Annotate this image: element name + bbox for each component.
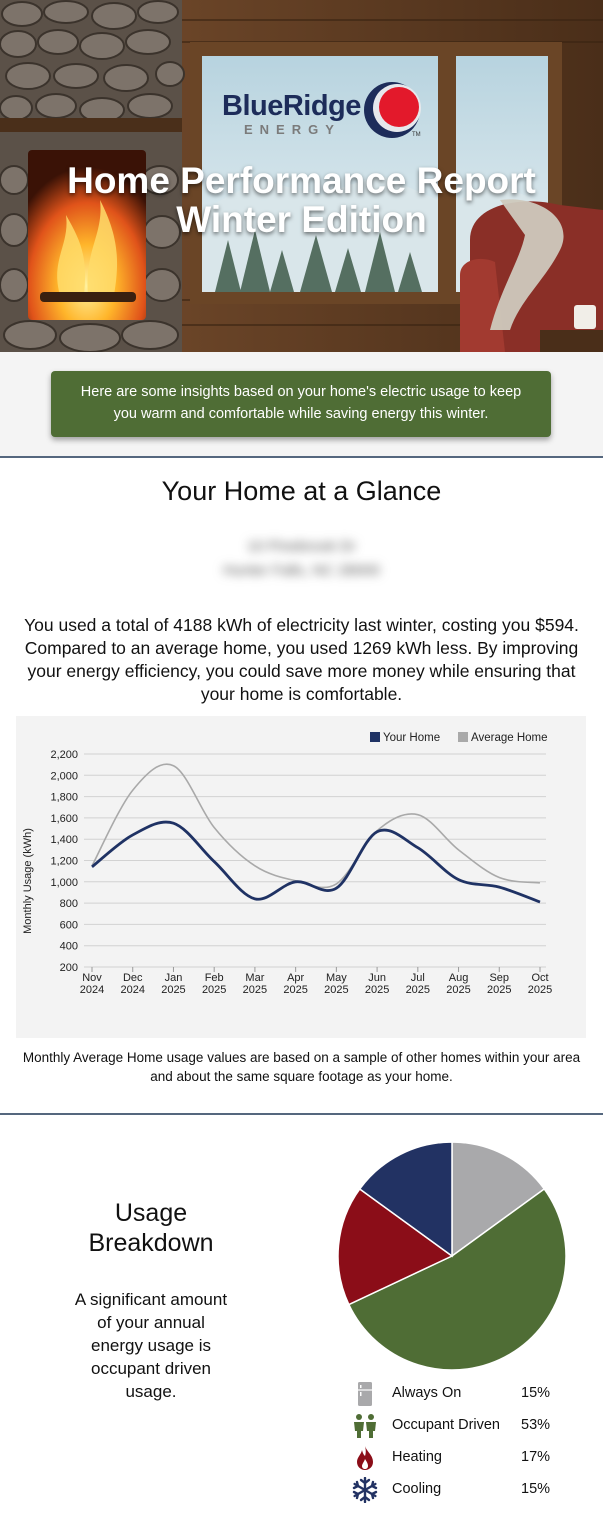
legend-swatch — [370, 732, 380, 742]
y-tick-label: 2,000 — [50, 770, 78, 783]
x-tick-label-month: Dec — [122, 972, 143, 984]
section-divider — [0, 1113, 603, 1115]
legend-row-heating — [352, 1445, 552, 1471]
flame-icon — [352, 1445, 378, 1471]
x-tick-label-month: Apr — [287, 972, 305, 984]
section-divider — [0, 456, 603, 458]
x-tick-label-month: Jul — [410, 972, 425, 984]
usage-summary: You used a total of 4188 kWh of electricity last winter, costing you $594. Compared to an average home, you used 1269 kWh less. By improving your energy efficiency, you could save more money while ensuring that your home is comfortable. — [24, 615, 579, 704]
x-tick-label-month: Jan — [164, 972, 183, 984]
series-line-your-home — [92, 822, 540, 902]
x-tick-label-year: 2024 — [79, 984, 105, 996]
x-tick-label-month: Sep — [489, 972, 510, 984]
legend-percent: 15% — [521, 1481, 551, 1497]
legend-row-occupant-driven — [352, 1413, 552, 1439]
hero-banner — [0, 0, 603, 352]
x-tick-label-month: Feb — [204, 972, 224, 984]
x-tick-label-year: 2025 — [487, 984, 512, 996]
x-tick-label-year: 2025 — [201, 984, 227, 996]
snowflake-icon — [352, 1477, 378, 1503]
intro-line-2: you warm and comfortable while saving energy this winter. — [113, 406, 489, 422]
x-tick-label-year: 2025 — [324, 984, 349, 996]
intro-line-1: Here are some insights based on your home's electric usage to keep — [80, 384, 522, 400]
y-tick-label: 600 — [59, 919, 78, 932]
y-tick-label: 1,600 — [50, 812, 78, 825]
legend-label: Average Home — [471, 732, 548, 744]
y-tick-label: 400 — [59, 940, 78, 953]
x-tick-label-month: Jun — [368, 972, 386, 984]
x-tick-label-month: Oct — [531, 972, 549, 984]
y-tick-label: 1,200 — [50, 855, 78, 868]
y-tick-label: 2,200 — [50, 749, 78, 761]
x-tick-label-year: 2025 — [446, 984, 471, 996]
x-tick-label-year: 2025 — [242, 984, 268, 996]
x-tick-label-year: 2025 — [283, 984, 308, 996]
x-tick-label-month: Mar — [245, 972, 265, 984]
x-tick-label-year: 2025 — [364, 984, 390, 996]
brand-name: BlueRidge — [222, 90, 361, 122]
legend-label: Occupant Driven — [392, 1417, 500, 1433]
address-line-2: Hunter Falls, NC 28000 — [223, 562, 380, 579]
y-tick-label: 800 — [59, 898, 78, 911]
legend-percent: 17% — [521, 1449, 551, 1465]
legend-row-always-on — [352, 1381, 552, 1407]
x-tick-label-year: 2025 — [527, 984, 553, 996]
x-tick-label-month: Aug — [448, 972, 469, 984]
legend-label: Your Home — [383, 732, 441, 744]
intro-banner — [51, 371, 551, 437]
chart-footnote: Monthly Average Home usage values are based on a sample of other homes within your area and about the same square footage as your home. — [22, 1050, 581, 1084]
y-tick-label: 200 — [59, 962, 78, 974]
y-tick-label: 1,400 — [50, 834, 78, 847]
people-icon — [352, 1413, 378, 1439]
brand-trademark: TM — [412, 132, 421, 138]
intro-section — [0, 352, 603, 456]
monthly-usage-line-chart — [16, 716, 586, 1038]
y-tick-label: 1,000 — [50, 876, 78, 889]
x-tick-label-year: 2025 — [405, 984, 431, 996]
refrigerator-icon — [352, 1381, 378, 1407]
report-title: Home Performance Report — [67, 160, 536, 201]
breakdown-heading-line-1: Usage — [114, 1199, 188, 1227]
report-edition: Winter Edition — [176, 199, 427, 240]
legend-label: Always On — [392, 1385, 462, 1401]
legend-percent: 15% — [521, 1385, 551, 1401]
legend-label: Heating — [392, 1449, 442, 1465]
x-tick-label-month: Nov — [82, 972, 102, 984]
y-tick-label: 1,800 — [50, 791, 78, 804]
legend-row-cooling — [352, 1477, 552, 1503]
brand-subtitle: ENERGY — [244, 122, 341, 137]
legend-label: Cooling — [392, 1481, 442, 1497]
x-tick-label-year: 2024 — [120, 984, 145, 996]
usage-chart-panel — [16, 716, 586, 1038]
breakdown-description: A significant amount of your annual energy usage is occupant driven usage. — [74, 1290, 228, 1401]
series-line-average-home — [92, 764, 540, 887]
y-axis-label: Monthly Usage (kWh) — [22, 828, 34, 934]
x-tick-label-year: 2025 — [161, 984, 186, 996]
breakdown-heading-line-2: Breakdown — [88, 1229, 214, 1257]
address-line-1: 10 Pinebrook Dr — [247, 538, 356, 555]
glance-heading: Your Home at a Glance — [161, 476, 442, 506]
legend-percent: 53% — [521, 1417, 551, 1433]
legend-swatch — [458, 732, 468, 742]
x-tick-label-month: May — [325, 972, 347, 984]
usage-breakdown-pie-chart — [336, 1140, 568, 1372]
